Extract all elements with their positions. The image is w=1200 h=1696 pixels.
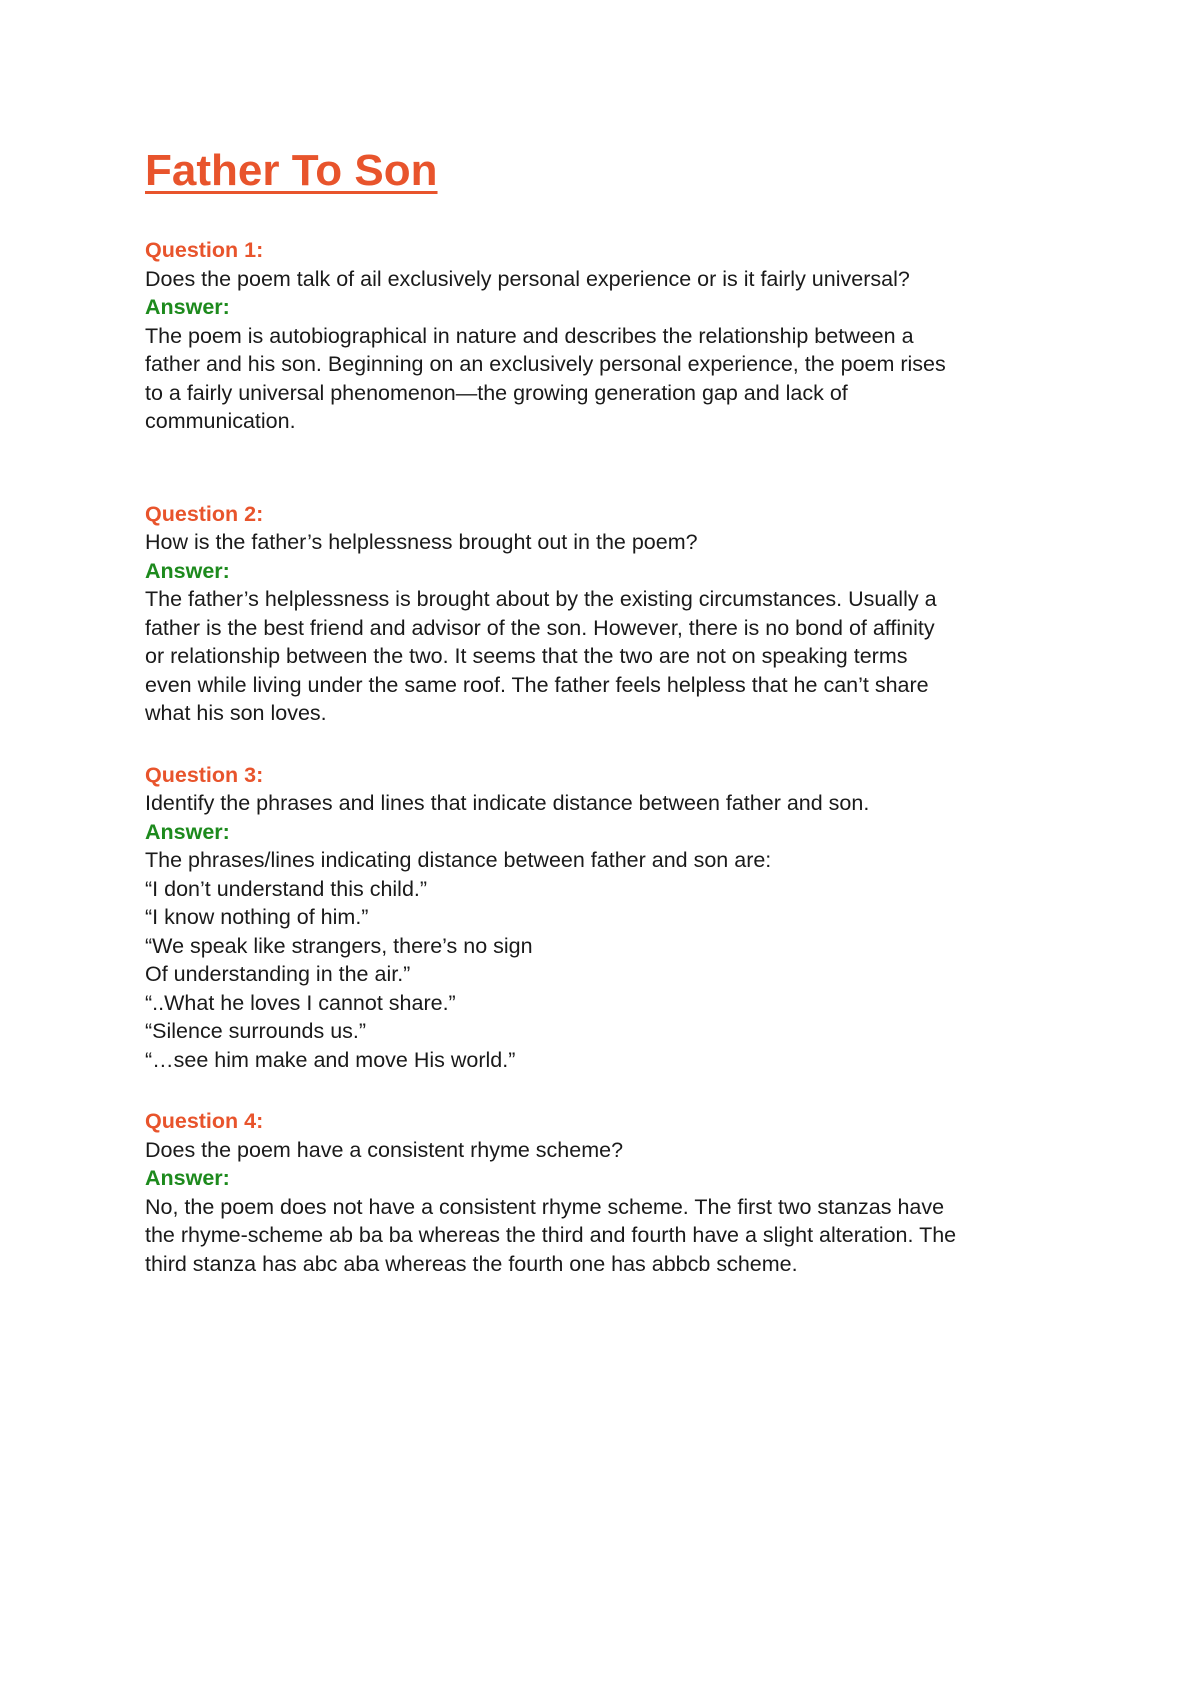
question-label: Question 1: <box>145 238 264 262</box>
qa-section-4 <box>145 1107 1095 1278</box>
qa-section-3 <box>145 761 1095 1075</box>
answer-line: what his son loves. <box>145 701 327 725</box>
answer-label: Answer: <box>145 558 230 583</box>
answer-quote-line: Of understanding in the air.” <box>145 962 411 986</box>
answer-line: or relationship between the two. It seems that the two are not on speaking terms <box>145 644 908 668</box>
question-text: Identify the phrases and lines that indicate distance between father and son. <box>145 791 870 815</box>
answer-line: third stanza has abc aba whereas the fourth one has abbcb scheme. <box>145 1251 798 1276</box>
answer-line: The poem is autobiographical in nature and describes the relationship between a <box>145 323 914 348</box>
answer-line: to a fairly universal phenomenon—the growing generation gap and lack of <box>145 380 848 405</box>
answer-line: The phrases/lines indicating distance between father and son are: <box>145 848 772 872</box>
answer-quote-line: “I know nothing of him.” <box>145 905 369 929</box>
qa-section-2 <box>145 500 1095 728</box>
answer-quote-line: “We speak like strangers, there’s no sign <box>145 933 533 958</box>
question-text: Does the poem talk of ail exclusively personal experience or is it fairly universal? <box>145 266 910 291</box>
answer-line: father and his son. Beginning on an exclusively personal experience, the poem rises <box>145 352 946 376</box>
question-text: How is the father’s helplessness brought out in the poem? <box>145 530 698 554</box>
answer-line: The father’s helplessness is brought about by the existing circumstances. Usually a <box>145 587 937 611</box>
document-page <box>145 143 1095 1278</box>
question-label: Question 3: <box>145 762 264 787</box>
question-text: Does the poem have a consistent rhyme scheme? <box>145 1137 624 1162</box>
answer-quote-line: “I don’t understand this child.” <box>145 876 428 901</box>
answer-line: even while living under the same roof. The father feels helpless that he can’t share <box>145 672 929 697</box>
answer-label: Answer: <box>145 295 230 319</box>
answer-label: Answer: <box>145 1166 230 1190</box>
question-label: Question 4: <box>145 1109 264 1133</box>
answer-line: the rhyme-scheme ab ba ba whereas the third and fourth have a slight alteration. The <box>145 1223 957 1247</box>
answer-line: communication. <box>145 409 296 433</box>
qa-section-1 <box>145 236 1095 436</box>
answer-quote-line: “…see him make and move His world.” <box>145 1047 516 1072</box>
answer-label: Answer: <box>145 819 230 844</box>
answer-quote-line: “Silence surrounds us.” <box>145 1019 367 1043</box>
answer-line: father is the best friend and advisor of the son. However, there is no bond of affinity <box>145 615 935 640</box>
answer-quote-line: “..What he loves I cannot share.” <box>145 990 456 1015</box>
answer-line: No, the poem does not have a consistent rhyme scheme. The first two stanzas have <box>145 1194 945 1219</box>
question-label: Question 2: <box>145 501 264 526</box>
document-title: Father To Son <box>145 146 438 195</box>
